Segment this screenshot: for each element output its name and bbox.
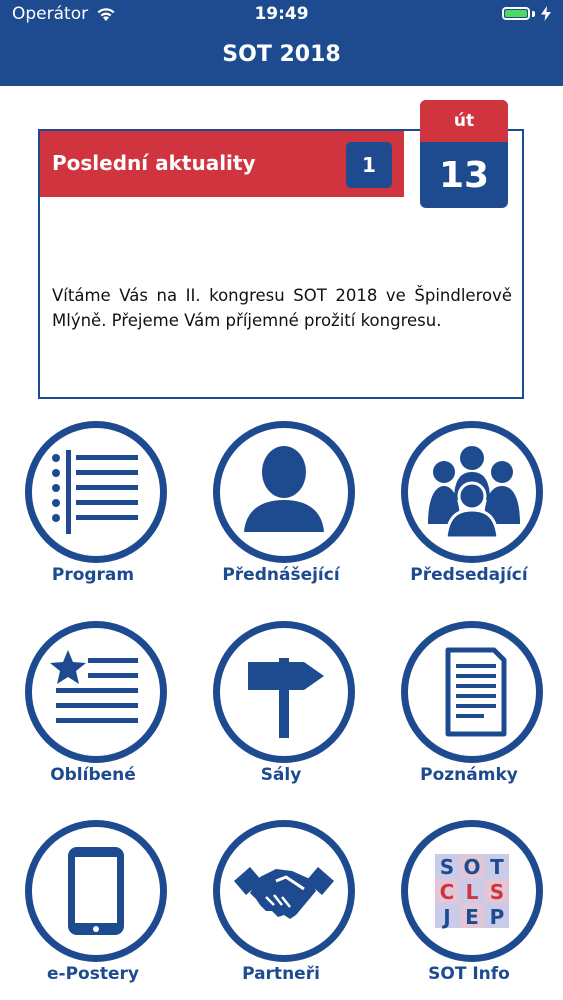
date-day-number: 13 bbox=[438, 154, 490, 196]
news-banner bbox=[40, 131, 404, 197]
program-label: Program bbox=[51, 565, 135, 585]
battery-fill bbox=[505, 10, 527, 17]
menu-chairs[interactable] bbox=[379, 421, 559, 593]
battery-icon bbox=[502, 7, 530, 20]
star-list-icon bbox=[32, 628, 160, 756]
eposters-circle bbox=[25, 820, 167, 962]
carrier-name: Operátor bbox=[12, 4, 89, 24]
menu-eposters[interactable] bbox=[3, 820, 183, 992]
app-header bbox=[0, 0, 563, 86]
battery-tip bbox=[532, 11, 535, 17]
partners-circle bbox=[213, 820, 355, 962]
menu-program[interactable] bbox=[3, 421, 183, 593]
news-count-badge: 1 bbox=[346, 142, 392, 188]
sot-logo-letter: S bbox=[489, 880, 505, 904]
favorites-circle bbox=[25, 621, 167, 763]
sot-logo-letter: S bbox=[439, 855, 455, 879]
notes-circle bbox=[401, 621, 543, 763]
document-icon bbox=[408, 628, 536, 756]
halls-circle bbox=[213, 621, 355, 763]
eposters-label: e-Postery bbox=[47, 964, 139, 984]
halls-label: Sály bbox=[260, 765, 302, 785]
speakers-circle bbox=[213, 421, 355, 563]
sot-logo-icon bbox=[408, 827, 536, 955]
program-circle bbox=[25, 421, 167, 563]
person-icon bbox=[220, 428, 348, 556]
partners-label: Partneři bbox=[242, 964, 320, 984]
sot-logo-letter: T bbox=[490, 855, 504, 879]
chairs-circle bbox=[401, 421, 543, 563]
menu-halls[interactable] bbox=[191, 621, 371, 793]
menu-notes[interactable] bbox=[379, 621, 559, 793]
list-icon bbox=[32, 428, 160, 556]
notes-label: Poznámky bbox=[420, 765, 518, 785]
sot-info-label: SOT Info bbox=[428, 964, 510, 984]
chairs-label: Předsedající bbox=[410, 565, 528, 585]
menu-sot-info[interactable] bbox=[379, 820, 559, 992]
status-bar bbox=[0, 0, 563, 30]
battery-indicator bbox=[502, 6, 551, 21]
favorites-label: Oblíbené bbox=[50, 765, 136, 785]
page-title: SOT 2018 bbox=[222, 42, 341, 67]
news-message: Vítáme Vás na II. kongresu SOT 2018 ve Špindlerově Mlýně. Přejeme Vám příjemné prožití kongresu. bbox=[52, 286, 512, 330]
news-title: Poslední aktuality bbox=[52, 151, 256, 175]
date-weekday: út bbox=[420, 100, 508, 142]
tablet-icon bbox=[32, 827, 160, 955]
speakers-label: Přednášející bbox=[222, 565, 340, 585]
menu-partners[interactable] bbox=[191, 820, 371, 992]
sot-logo-letter: C bbox=[439, 880, 455, 904]
status-time: 19:49 bbox=[254, 4, 309, 24]
menu-speakers[interactable] bbox=[191, 421, 371, 593]
menu-favorites[interactable] bbox=[3, 621, 183, 793]
sot-logo-letter: L bbox=[465, 880, 479, 904]
handshake-icon bbox=[220, 827, 348, 955]
sot-info-circle bbox=[401, 820, 543, 962]
group-icon bbox=[408, 428, 536, 556]
sot-logo-letter: J bbox=[443, 905, 451, 929]
sot-logo-letter: E bbox=[465, 905, 479, 929]
sot-logo-letter: P bbox=[489, 905, 505, 929]
date-badge bbox=[420, 100, 508, 208]
signpost-icon bbox=[220, 628, 348, 756]
charging-bolt-icon bbox=[541, 6, 551, 21]
sot-logo-letter: O bbox=[463, 855, 481, 879]
